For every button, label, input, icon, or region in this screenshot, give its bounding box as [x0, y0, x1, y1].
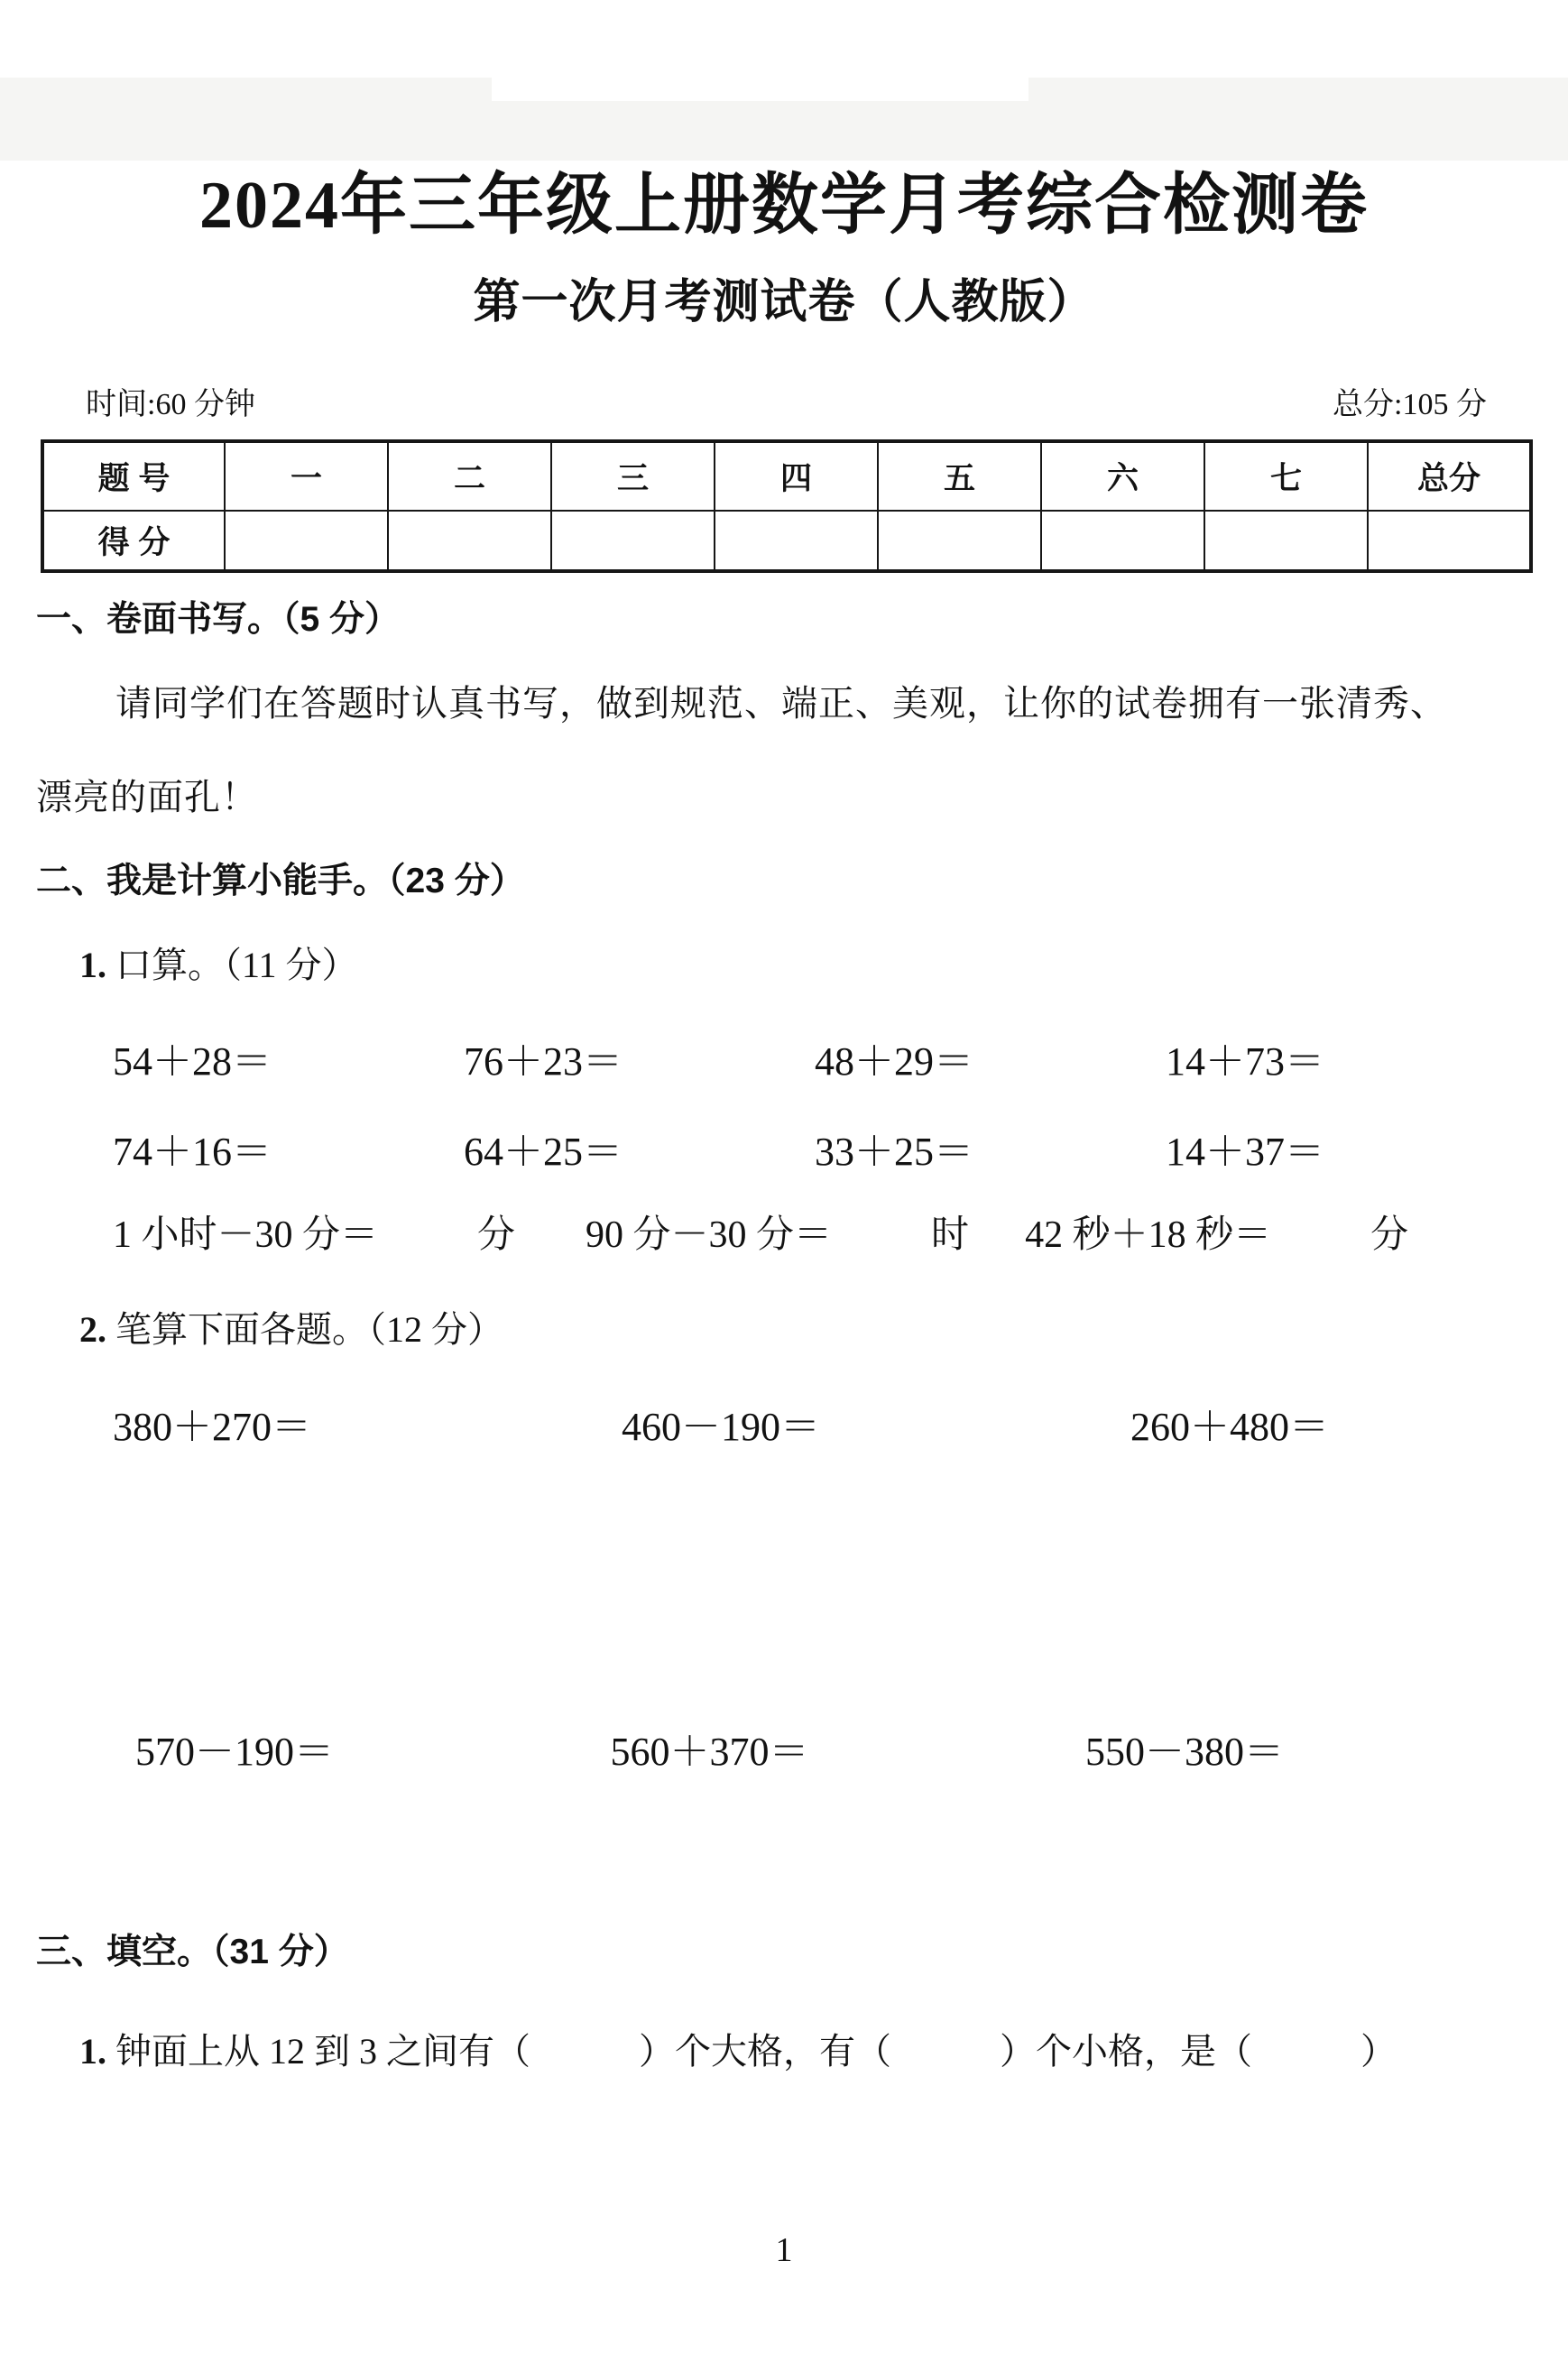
- score-table: [41, 439, 1533, 573]
- score-table-header-cell: 总分: [1368, 441, 1531, 511]
- score-table-row-label: 得 分: [42, 511, 225, 571]
- score-cell-empty: [715, 511, 878, 571]
- math-problem: 64＋25＝: [464, 1130, 623, 1174]
- score-table-header-cell: 三: [551, 441, 715, 511]
- score-table-row-label: 题 号: [42, 441, 225, 511]
- oral-calc-row-2: [0, 1119, 1568, 1177]
- answer-unit-label: 分: [477, 1214, 516, 1256]
- score-table-header-row: [42, 441, 1531, 511]
- sub-question-number: 2.: [79, 1309, 106, 1350]
- math-problem: 76＋23＝: [464, 1039, 623, 1084]
- section-one-text-line-2: 漂亮的面孔！: [36, 777, 258, 817]
- time-limit-label: 时间:60 分钟: [86, 388, 255, 421]
- math-problem: 48＋29＝: [815, 1039, 973, 1084]
- exam-info-row: [0, 379, 1568, 423]
- total-score-label: 总分:105 分: [1333, 388, 1487, 421]
- page-title: 2024年三年级上册数学月考综合检测卷: [199, 169, 1369, 243]
- oral-calc-row-3: [0, 1204, 1568, 1259]
- sub-question-text: 口算。（11 分）: [106, 945, 358, 985]
- math-problem: 260＋480＝: [1130, 1405, 1329, 1449]
- answer-unit-label: 分: [1370, 1214, 1409, 1256]
- math-problem: 550－380＝: [1085, 1730, 1284, 1774]
- score-table-score-row: [42, 511, 1531, 571]
- written-calc-heading: [0, 1301, 1568, 1352]
- question-number: 1.: [79, 2031, 106, 2072]
- score-cell-empty: [225, 511, 388, 571]
- score-cell-empty: [1204, 511, 1368, 571]
- sub-question-text: 笔算下面各题。（12 分）: [106, 1309, 503, 1350]
- math-problem: 570－190＝: [135, 1730, 334, 1774]
- fill-blank-question-1: [0, 2023, 1568, 2074]
- question-text: 钟面上从 12 到 3 之间有（ ）个大格，有（ ）个小格，是（ ）: [106, 2031, 1397, 2072]
- answer-unit-label: 时: [931, 1214, 970, 1256]
- score-cell-empty: [551, 511, 715, 571]
- math-problem: 42 秒＋18 秒＝: [1025, 1214, 1272, 1256]
- math-problem: 1 小时－30 分＝: [113, 1214, 379, 1256]
- score-cell-empty: [1041, 511, 1204, 571]
- math-problem: 14＋37＝: [1166, 1130, 1324, 1174]
- oral-calc-row-1: [0, 1029, 1568, 1086]
- math-problem: 460－190＝: [622, 1405, 820, 1449]
- score-table-header-cell: 六: [1041, 441, 1204, 511]
- score-table-header-cell: 五: [878, 441, 1041, 511]
- page-subtitle: 第一次月考测试卷（人教版）: [473, 277, 1095, 328]
- written-calc-row-1: [0, 1394, 1568, 1452]
- score-table-header-cell: 二: [388, 441, 551, 511]
- score-cell-empty: [878, 511, 1041, 571]
- math-problem: 380＋270＝: [113, 1405, 311, 1449]
- math-problem: 54＋28＝: [113, 1039, 272, 1084]
- math-problem: 33＋25＝: [815, 1130, 973, 1174]
- oral-calc-heading: [0, 937, 1568, 988]
- score-table-header-cell: 七: [1204, 441, 1368, 511]
- score-table-header-cell: 一: [225, 441, 388, 511]
- score-cell-empty: [388, 511, 551, 571]
- math-problem: 74＋16＝: [113, 1130, 272, 1174]
- math-problem: 560＋370＝: [610, 1730, 809, 1774]
- sub-question-number: 1.: [79, 945, 106, 985]
- section-three-heading: 三、填空。（31 分）: [36, 1933, 349, 1971]
- section-two-heading: 二、我是计算小能手。（23 分）: [36, 862, 525, 900]
- section-one-heading: 一、卷面书写。（5 分）: [36, 600, 401, 639]
- math-problem: 14＋73＝: [1166, 1039, 1324, 1084]
- score-cell-empty: [1368, 511, 1531, 571]
- written-calc-row-2: [0, 1719, 1568, 1777]
- score-table-header-cell: 四: [715, 441, 878, 511]
- math-problem: 90 分－30 分＝: [586, 1214, 833, 1256]
- page-number: 1: [775, 2231, 793, 2269]
- section-one-text-line-1: 请同学们在答题时认真书写，做到规范、端正、美观，让你的试卷拥有一张清秀、: [115, 683, 1447, 724]
- scan-artifact-notch: [492, 78, 1028, 101]
